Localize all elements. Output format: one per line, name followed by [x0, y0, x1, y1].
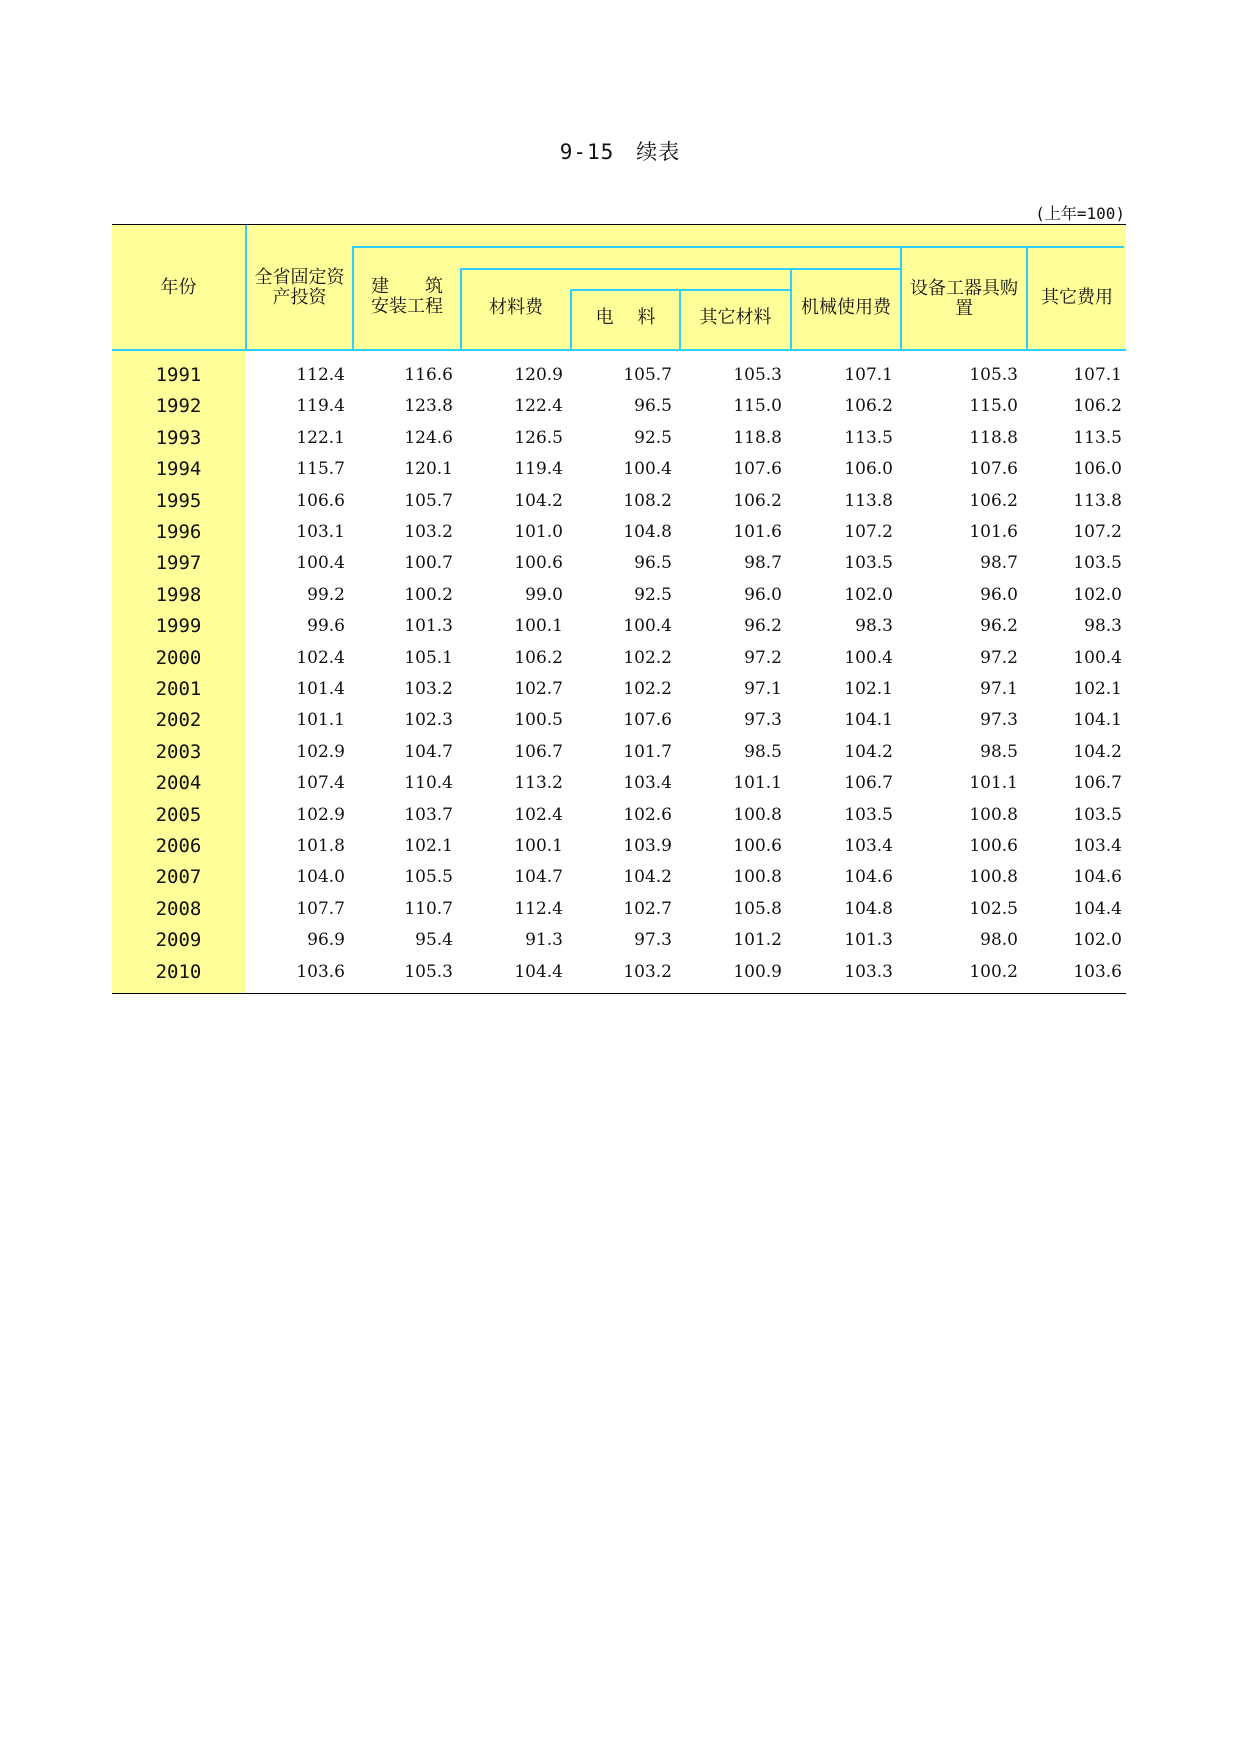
table-cell: 97.2 — [980, 647, 1018, 668]
table-cell: 122.4 — [514, 396, 563, 417]
table-cell: 104.8 — [844, 898, 893, 919]
table-cell: 106.7 — [844, 773, 893, 794]
table-cell: 106.2 — [514, 647, 563, 668]
table-cell: 96.9 — [307, 930, 345, 951]
table-cell: 96.2 — [744, 616, 782, 637]
table-cell: 105.3 — [404, 961, 453, 982]
table-cell: 100.4 — [1073, 647, 1122, 668]
table-cell: 101.8 — [296, 836, 345, 856]
table-cell: 107.1 — [1073, 365, 1122, 385]
table-cell: 104.7 — [514, 867, 563, 888]
table-cell: 100.4 — [844, 647, 893, 668]
table-cell: 104.8 — [623, 522, 672, 542]
table-cell: 91.3 — [525, 930, 563, 951]
table-cell: 102.0 — [1073, 930, 1122, 951]
table-cell: 100.4 — [623, 616, 672, 637]
table-cell: 113.5 — [1073, 427, 1122, 448]
table-cell: 102.2 — [623, 647, 672, 668]
table-cell: 107.6 — [733, 459, 782, 480]
header-total-investment: 全省固定资产投资 — [254, 267, 345, 308]
table-cell: 113.8 — [844, 490, 893, 511]
table-cell: 100.1 — [514, 836, 563, 856]
table-cell: 124.6 — [404, 427, 453, 448]
table-cell: 105.7 — [404, 490, 453, 511]
table-cell: 101.4 — [296, 679, 345, 699]
row-year: 1994 — [155, 458, 202, 481]
table-cell: 92.5 — [634, 584, 672, 605]
table-cell: 106.2 — [733, 490, 782, 511]
table-cell: 97.2 — [744, 647, 782, 668]
table-cell: 100.8 — [733, 867, 782, 888]
table-cell: 102.1 — [844, 679, 893, 699]
table-cell: 97.3 — [634, 930, 672, 951]
row-year: 2003 — [155, 740, 202, 763]
table-cell: 103.3 — [844, 961, 893, 982]
unit-note: (上年=100) — [1035, 204, 1125, 223]
table-cell: 104.1 — [1073, 710, 1122, 731]
table-cell: 107.4 — [296, 773, 345, 794]
row-year: 2007 — [155, 866, 202, 889]
table-cell: 103.6 — [1073, 961, 1122, 982]
table-cell: 104.6 — [844, 867, 893, 888]
table-cell: 103.5 — [844, 804, 893, 825]
table-cell: 100.8 — [969, 867, 1018, 888]
row-year: 1996 — [155, 521, 202, 543]
table-cell: 104.2 — [1073, 741, 1122, 762]
table-cell: 105.3 — [969, 365, 1018, 385]
table-cell: 104.6 — [1073, 867, 1122, 888]
table-cell: 98.7 — [744, 553, 782, 574]
table-cell: 103.2 — [623, 961, 672, 982]
table-cell: 126.5 — [514, 427, 563, 448]
table-cell: 107.2 — [1073, 522, 1122, 542]
header-construction — [356, 275, 458, 319]
table-cell: 103.2 — [404, 522, 453, 542]
table-cell: 102.0 — [1073, 584, 1122, 605]
table-cell: 102.9 — [296, 804, 345, 825]
table-cell: 100.6 — [514, 553, 563, 574]
table-cell: 103.5 — [844, 553, 893, 574]
table-cell: 101.6 — [733, 522, 782, 542]
table-cell: 104.7 — [404, 741, 453, 762]
header-divider — [352, 246, 1124, 248]
table-cell: 113.8 — [1073, 490, 1122, 511]
header-construction-line2: 安装工程 — [371, 296, 443, 317]
row-year: 1998 — [155, 583, 202, 606]
row-year: 2001 — [155, 678, 202, 700]
table-number: 9-15 — [559, 140, 615, 164]
row-year: 2000 — [155, 646, 202, 669]
row-year: 2009 — [155, 929, 202, 952]
header-construction-line1: 建 筑 — [371, 276, 443, 297]
table-cell: 96.5 — [634, 396, 672, 417]
table-cell: 102.7 — [623, 898, 672, 919]
table-cell: 103.9 — [623, 836, 672, 856]
table-cell: 96.0 — [744, 584, 782, 605]
table-cell: 100.6 — [733, 836, 782, 856]
table-cell: 106.7 — [514, 741, 563, 762]
table-cell: 101.1 — [296, 710, 345, 731]
table-cell: 104.0 — [296, 867, 345, 888]
table-cell: 112.4 — [296, 365, 345, 385]
row-year: 1991 — [155, 364, 202, 386]
table-cell: 104.2 — [844, 741, 893, 762]
row-year: 1999 — [155, 615, 202, 638]
table-cell: 115.0 — [969, 396, 1018, 417]
table-caption: 续表 — [636, 140, 681, 164]
table-cell: 105.3 — [733, 365, 782, 385]
table-cell: 102.4 — [514, 804, 563, 825]
table-cell: 102.7 — [514, 679, 563, 699]
table-cell: 102.4 — [296, 647, 345, 668]
row-year: 1995 — [155, 489, 202, 512]
table-cell: 101.0 — [514, 522, 563, 542]
row-year: 2004 — [155, 772, 202, 795]
table-cell: 104.4 — [514, 961, 563, 982]
table-cell: 98.0 — [980, 930, 1018, 951]
row-year: 2008 — [155, 897, 202, 920]
table-cell: 100.8 — [969, 804, 1018, 825]
table-cell: 102.2 — [623, 679, 672, 699]
table-cell: 97.3 — [980, 710, 1018, 731]
row-year: 1993 — [155, 426, 202, 449]
table-cell: 99.6 — [307, 616, 345, 637]
table-cell: 112.4 — [514, 898, 563, 919]
header-other-materials: 其它材料 — [699, 307, 772, 328]
header-equipment-line1: 设备工器具购 — [910, 278, 1018, 299]
table-cell: 110.4 — [404, 773, 453, 794]
table-cell: 110.7 — [404, 898, 453, 919]
row-year: 2005 — [155, 803, 202, 826]
table-cell: 115.0 — [733, 396, 782, 417]
row-year: 2006 — [155, 835, 202, 857]
table-title — [0, 136, 1240, 166]
table-cell: 102.9 — [296, 741, 345, 762]
table-cell: 104.2 — [514, 490, 563, 511]
table-cell: 98.7 — [980, 553, 1018, 574]
table-cell: 100.2 — [404, 584, 453, 605]
table-cell: 101.1 — [733, 773, 782, 794]
table-cell: 104.4 — [1073, 898, 1122, 919]
table-cell: 102.0 — [844, 584, 893, 605]
table-cell: 103.4 — [1073, 836, 1122, 856]
table-cell: 105.8 — [733, 898, 782, 919]
table-cell: 118.8 — [733, 427, 782, 448]
table-cell: 103.5 — [1073, 553, 1122, 574]
row-year: 2002 — [155, 709, 202, 732]
table-cell: 92.5 — [634, 427, 672, 448]
table-cell: 105.7 — [623, 365, 672, 385]
table-cell: 99.2 — [307, 584, 345, 605]
table-cell: 106.6 — [296, 490, 345, 511]
row-year: 1997 — [155, 552, 202, 575]
table-cell: 103.4 — [844, 836, 893, 856]
table-cell: 103.1 — [296, 522, 345, 542]
top-rule — [112, 224, 1126, 225]
table-cell: 97.1 — [744, 679, 782, 699]
table-cell: 118.8 — [969, 427, 1018, 448]
table-cell: 98.5 — [744, 741, 782, 762]
table-cell: 103.6 — [296, 961, 345, 982]
table-cell: 106.2 — [844, 396, 893, 417]
table-cell: 101.3 — [844, 930, 893, 951]
table-cell: 119.4 — [296, 396, 345, 417]
table-cell: 113.5 — [844, 427, 893, 448]
table-cell: 102.5 — [969, 898, 1018, 919]
table-cell: 100.7 — [404, 553, 453, 574]
row-year: 1992 — [155, 395, 202, 418]
table-cell: 103.2 — [404, 679, 453, 699]
table-cell: 96.2 — [980, 616, 1018, 637]
table-cell: 123.8 — [404, 396, 453, 417]
bottom-rule — [112, 993, 1126, 994]
table-cell: 100.5 — [514, 710, 563, 731]
table-cell: 97.1 — [980, 679, 1018, 699]
table-cell: 101.6 — [969, 522, 1018, 542]
table-cell: 102.1 — [404, 836, 453, 856]
header-materials: 材料费 — [489, 297, 543, 318]
table-cell: 104.1 — [844, 710, 893, 731]
table-cell: 101.3 — [404, 616, 453, 637]
header-other-costs: 其它费用 — [1041, 287, 1113, 308]
table-cell: 107.6 — [969, 459, 1018, 480]
table-cell: 120.1 — [404, 459, 453, 480]
table-cell: 101.7 — [623, 741, 672, 762]
table-cell: 108.2 — [623, 490, 672, 511]
header-year: 年份 — [160, 277, 197, 298]
table-cell: 103.5 — [1073, 804, 1122, 825]
table-cell: 97.3 — [744, 710, 782, 731]
header-electric: 电 料 — [595, 307, 656, 328]
table-cell: 119.4 — [514, 459, 563, 480]
table-cell: 95.4 — [415, 930, 453, 951]
table-cell: 101.1 — [969, 773, 1018, 794]
table-cell: 106.0 — [1073, 459, 1122, 480]
table-cell: 100.9 — [733, 961, 782, 982]
table-cell: 107.7 — [296, 898, 345, 919]
table-cell: 100.4 — [296, 553, 345, 574]
table-cell: 100.2 — [969, 961, 1018, 982]
table-cell: 103.4 — [623, 773, 672, 794]
table-cell: 96.0 — [980, 584, 1018, 605]
header-equipment — [902, 277, 1026, 321]
table-cell: 107.2 — [844, 522, 893, 542]
table-cell: 116.6 — [404, 365, 453, 385]
table-cell: 102.3 — [404, 710, 453, 731]
table-cell: 96.5 — [634, 553, 672, 574]
table-cell: 102.1 — [1073, 679, 1122, 699]
table-cell: 113.2 — [514, 773, 563, 794]
table-cell: 99.0 — [525, 584, 563, 605]
table-cell: 100.8 — [733, 804, 782, 825]
row-year: 2010 — [155, 960, 202, 983]
table-cell: 100.1 — [514, 616, 563, 637]
table-cell: 105.1 — [404, 647, 453, 668]
table-cell: 106.7 — [1073, 773, 1122, 794]
table-cell: 100.4 — [623, 459, 672, 480]
table-cell: 101.2 — [733, 930, 782, 951]
header-equipment-line2: 置 — [955, 298, 973, 319]
table-cell: 98.5 — [980, 741, 1018, 762]
table-cell: 102.6 — [623, 804, 672, 825]
table-cell: 105.5 — [404, 867, 453, 888]
header-machinery: 机械使用费 — [801, 297, 891, 318]
header-bottom-rule — [112, 349, 1126, 351]
header-divider — [352, 246, 354, 349]
header-divider — [460, 268, 790, 270]
table-cell: 107.1 — [844, 365, 893, 385]
table-cell: 106.2 — [1073, 396, 1122, 417]
table-cell: 107.6 — [623, 710, 672, 731]
table-cell: 98.3 — [855, 616, 893, 637]
table-cell: 103.7 — [404, 804, 453, 825]
header-divider — [790, 268, 900, 270]
table-cell: 100.6 — [969, 836, 1018, 856]
table-cell: 106.2 — [969, 490, 1018, 511]
table-cell: 122.1 — [296, 427, 345, 448]
table-cell: 106.0 — [844, 459, 893, 480]
table-cell: 120.9 — [514, 365, 563, 385]
table-cell: 98.3 — [1084, 616, 1122, 637]
table-cell: 115.7 — [296, 459, 345, 480]
table-cell: 104.2 — [623, 867, 672, 888]
